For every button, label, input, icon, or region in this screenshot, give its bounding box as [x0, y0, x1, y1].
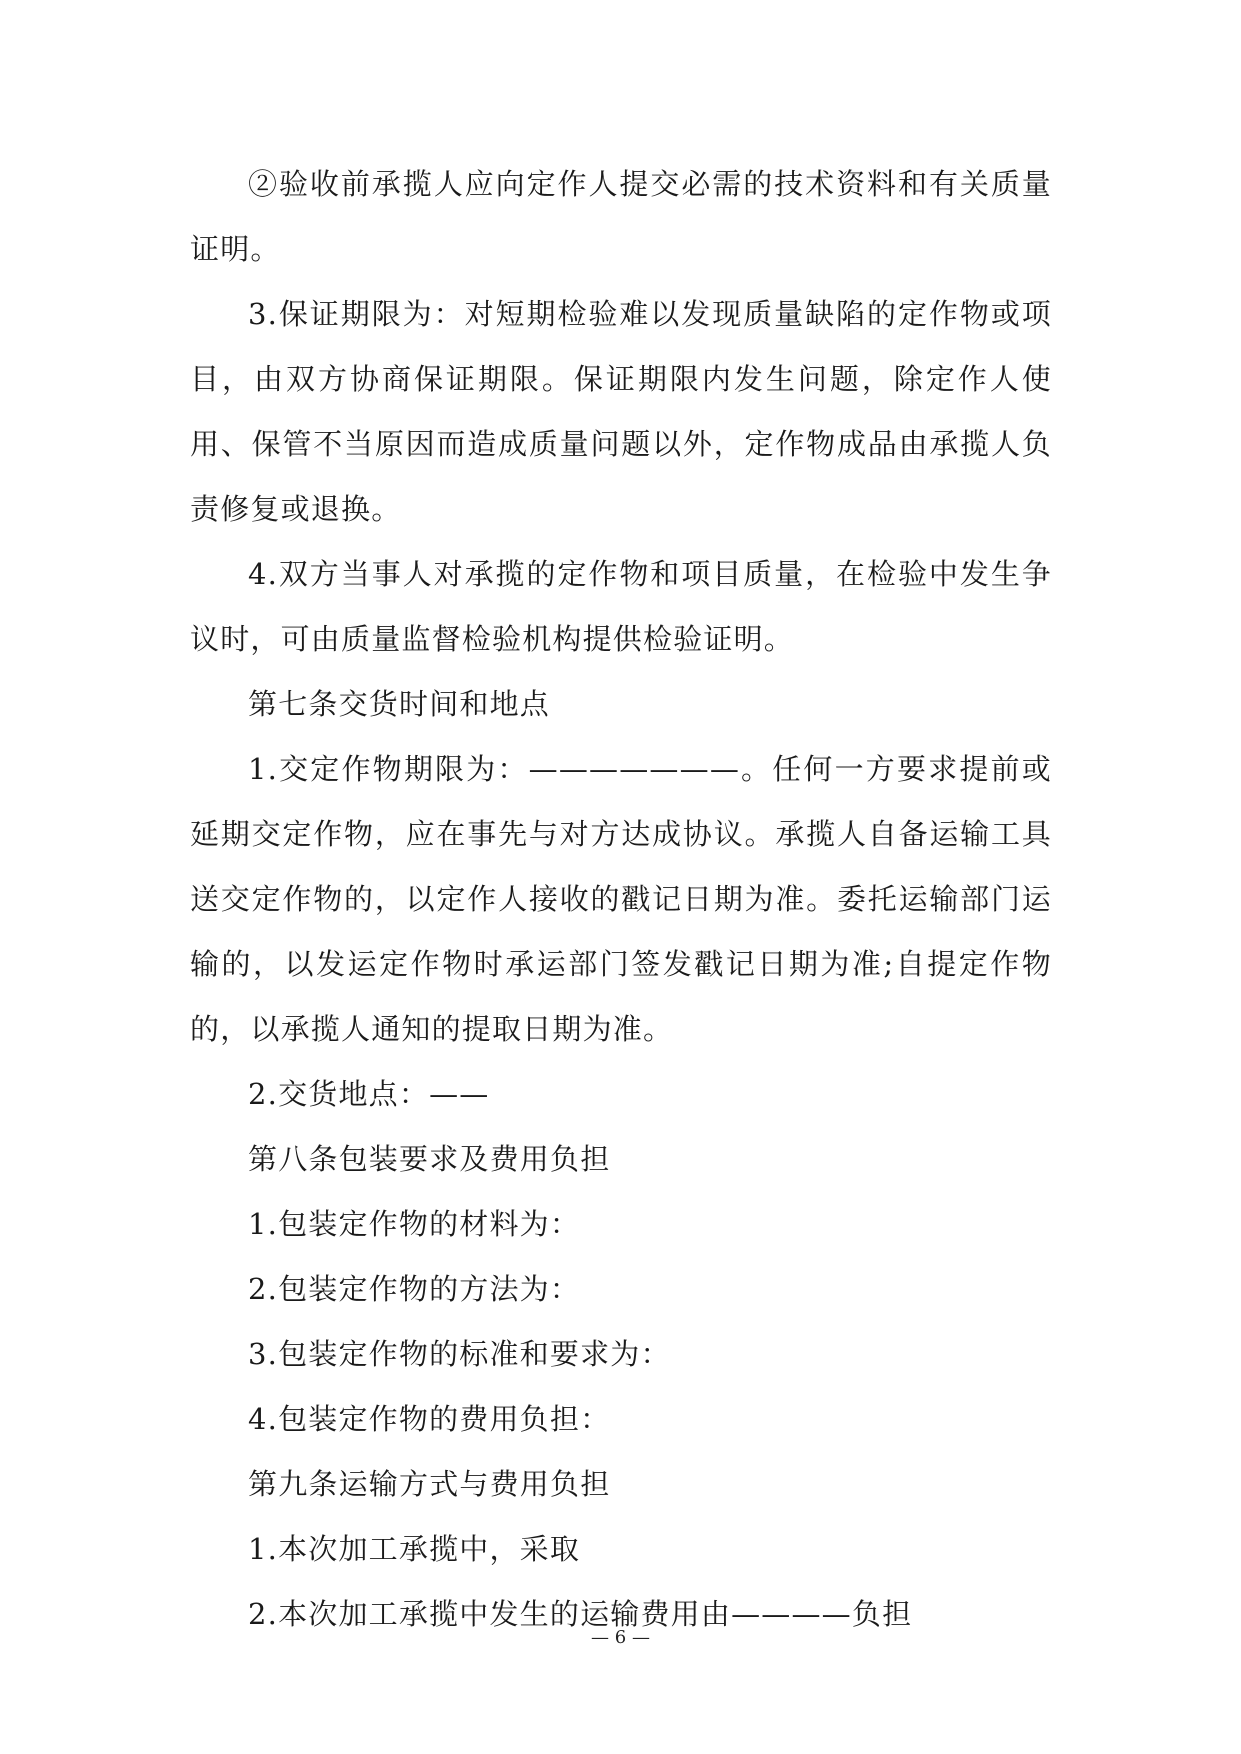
paragraph-acceptance-docs: ②验收前承揽人应向定作人提交必需的技术资料和有关质量证明。 — [190, 167, 1052, 266]
heading-article-8: 第八条包装要求及费用负担 — [248, 1142, 611, 1176]
paragraph-packaging-method: 2.包装定作物的方法为： — [248, 1272, 581, 1306]
paragraph-warranty-period: 3.保证期限为：对短期检验难以发现质量缺陷的定作物或项目，由双方协商保证期限。保证期限内发生问题，除定作人使用、保管不当原因而造成质量问题以外，定作物成品由承揽人负责修复或退换。 — [190, 297, 1052, 526]
paragraph-packaging-material: 1.包装定作物的材料为： — [248, 1207, 581, 1241]
document-body — [190, 152, 1052, 1647]
paragraph-transport-method: 1.本次加工承揽中，采取 — [248, 1532, 581, 1566]
heading-article-9: 第九条运输方式与费用负担 — [248, 1467, 611, 1501]
heading-article-7: 第七条交货时间和地点 — [248, 687, 551, 721]
paragraph-delivery-deadline: 1.交定作物期限为：———————。任何一方要求提前或延期交定作物，应在事先与对方达成协议。承揽人自备运输工具送交定作物的，以定作人接收的戳记日期为准。委托运输部门运输的，以发运定作物时承运部门签发戳记日期为准;自提定作物的，以承揽人通知的提取日期为准。 — [190, 752, 1052, 1046]
paragraph-delivery-location: 2.交货地点：—— — [248, 1077, 490, 1111]
paragraph-packaging-cost: 4.包装定作物的费用负担： — [248, 1402, 611, 1436]
page-number: — 6 — — [591, 1627, 650, 1648]
paragraph-transport-cost: 2.本次加工承揽中发生的运输费用由————负担 — [248, 1597, 913, 1631]
paragraph-packaging-standard: 3.包装定作物的标准和要求为： — [248, 1337, 671, 1371]
paragraph-quality-dispute: 4.双方当事人对承揽的定作物和项目质量，在检验中发生争议时，可由质量监督检验机构提供检验证明。 — [190, 557, 1052, 656]
